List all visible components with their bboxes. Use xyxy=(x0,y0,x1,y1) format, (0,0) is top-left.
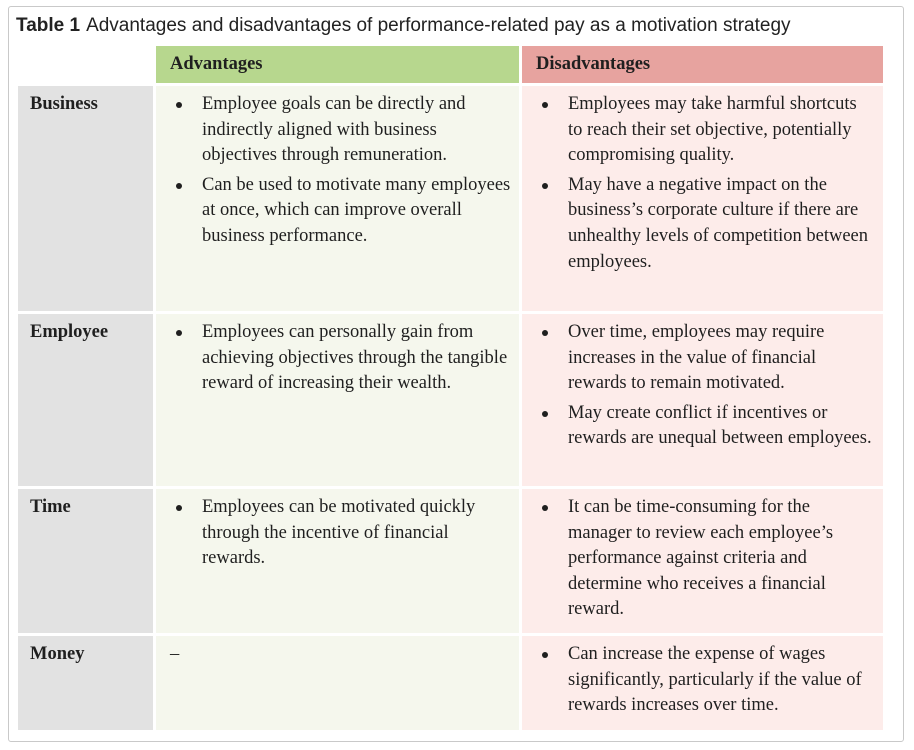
list-item: May have a negative impact on the business’s corporate culture if there are unhealthy levels of competition between employees. xyxy=(534,173,875,275)
time-advantages xyxy=(156,489,519,633)
list-item: May create conflict if incentives or rewards are unequal between employees. xyxy=(534,401,875,452)
row-label-money: Money xyxy=(18,636,153,730)
list-item: Employees may take harmful shortcuts to reach their set objective, potentially compromising quality. xyxy=(534,92,875,169)
list-item: Employees can personally gain from achieving objectives through the tangible reward of increasing their wealth. xyxy=(168,320,511,397)
business-disadvantages xyxy=(522,86,883,311)
employee-advantages xyxy=(156,314,519,486)
employee-disadvantages xyxy=(522,314,883,486)
list-item: Employees can be motivated quickly through the incentive of financial rewards. xyxy=(168,495,511,572)
table-caption-text: Advantages and disadvantages of performance-related pay as a motivation strategy xyxy=(86,15,791,36)
table-caption xyxy=(16,10,791,42)
business-advantages xyxy=(156,86,519,311)
empty-dash: – xyxy=(170,644,180,664)
money-disadvantages xyxy=(522,636,883,730)
list-item: Employee goals can be directly and indirectly aligned with business objectives through remuneration. xyxy=(168,92,511,169)
comparison-table xyxy=(18,46,883,730)
table-caption-label: Table 1 xyxy=(16,15,81,36)
money-advantages xyxy=(156,636,519,730)
header-disadvantages: Disadvantages xyxy=(522,46,883,83)
list-item: Can be used to motivate many employees at once, which can improve overall business performance. xyxy=(168,173,511,250)
header-advantages: Advantages xyxy=(156,46,519,83)
corner-cell xyxy=(18,46,153,83)
time-disadvantages xyxy=(522,489,883,633)
row-label-business: Business xyxy=(18,86,153,311)
list-item: Can increase the expense of wages significantly, particularly if the value of rewards increases over time. xyxy=(534,642,875,719)
row-label-employee: Employee xyxy=(18,314,153,486)
list-item: It can be time-consuming for the manager to review each employee’s performance against criteria and determine who receives a financial reward. xyxy=(534,495,875,623)
row-label-time: Time xyxy=(18,489,153,633)
list-item: Over time, employees may require increases in the value of financial rewards to remain motivated. xyxy=(534,320,875,397)
